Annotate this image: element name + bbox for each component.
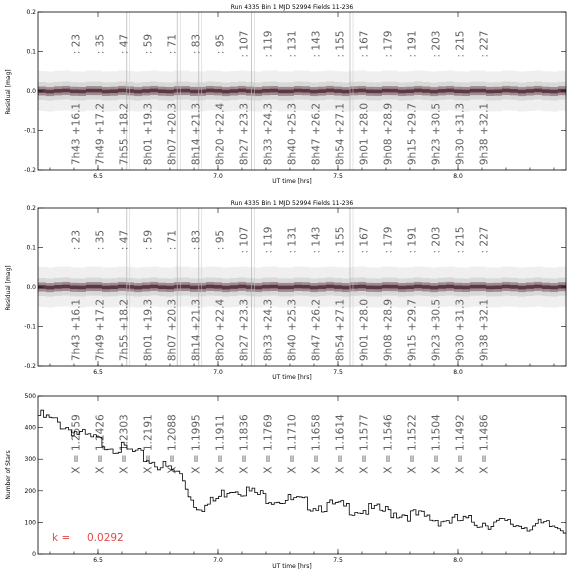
band-core — [166, 286, 174, 290]
field-number: : 131 — [286, 226, 299, 254]
band-core — [422, 89, 430, 93]
field-number: : 203 — [430, 226, 443, 254]
band-core — [94, 285, 102, 289]
band-core — [366, 90, 374, 94]
field-time: 7h55 +18.2 — [118, 298, 131, 362]
band-core — [230, 89, 238, 93]
band-core — [398, 286, 406, 290]
residual-panel-2 — [5, 200, 566, 381]
band-core — [286, 90, 294, 94]
airmass-label: X = 1.1486 — [478, 414, 491, 474]
band-core — [294, 89, 302, 93]
band-core — [150, 285, 158, 289]
band-core — [278, 90, 286, 94]
field-number: : 95 — [214, 229, 227, 251]
band-core — [334, 285, 342, 289]
band-core — [86, 285, 94, 289]
field-time: 7h49 +17.2 — [94, 102, 107, 166]
field-time: 8h33 +24.3 — [262, 102, 275, 166]
band-core — [430, 90, 438, 94]
k-value: 0.0292 — [87, 532, 124, 544]
field-number: : 227 — [478, 30, 491, 58]
band-core — [390, 285, 398, 289]
band-core — [190, 286, 198, 290]
band-core — [542, 89, 550, 93]
band-core — [262, 285, 270, 289]
band-core — [502, 89, 510, 93]
x-tick-label: 8.0 — [453, 369, 463, 376]
band-core — [158, 89, 166, 93]
x-tick-label: 7.0 — [213, 557, 223, 564]
band-core — [62, 89, 70, 93]
airmass-label: X = 1.1710 — [286, 414, 299, 474]
band-core — [390, 89, 398, 93]
band-core — [406, 285, 414, 289]
band-core — [374, 286, 382, 290]
x-tick-label: 7.0 — [213, 173, 223, 180]
band-core — [150, 89, 158, 93]
band-core — [110, 285, 118, 289]
field-time: 9h38 +32.1 — [478, 102, 491, 166]
airmass-label: X = 1.2559 — [70, 414, 83, 474]
band-core — [334, 89, 342, 93]
band-core — [118, 89, 126, 93]
band-core — [174, 89, 182, 93]
band-core — [382, 89, 390, 93]
y-tick-label: 300 — [24, 456, 36, 464]
field-number: : 191 — [406, 226, 419, 254]
field-time: 8h27 +23.3 — [238, 102, 251, 166]
band-core — [238, 285, 246, 289]
field-time: 8h01 +19.3 — [142, 298, 155, 362]
field-time: 9h01 +28.0 — [358, 298, 371, 362]
field-time: 7h43 +16.1 — [70, 102, 83, 166]
y-axis-label: Number of Stars — [5, 450, 12, 500]
field-time: 9h15 +29.7 — [406, 298, 419, 362]
x-axis-label: UT time [hrs] — [272, 563, 312, 570]
airmass-label: X = 1.1492 — [454, 414, 467, 474]
airmass-label: X = 1.1577 — [358, 414, 371, 474]
band-core — [534, 89, 542, 93]
band-core — [494, 89, 502, 93]
band-core — [254, 90, 262, 94]
field-number: : 119 — [262, 226, 275, 254]
x-tick-label: 7.5 — [333, 173, 343, 180]
band-core — [454, 285, 462, 289]
x-axis-label: UT time [hrs] — [272, 374, 312, 381]
band-core — [270, 89, 278, 93]
band-core — [358, 89, 366, 93]
band-core — [406, 89, 414, 93]
band-core — [398, 90, 406, 94]
band-core — [142, 285, 150, 289]
y-tick-label: 200 — [24, 487, 36, 495]
field-time: 8h14 +21.3 — [190, 102, 203, 166]
band-core — [78, 90, 86, 94]
field-time: 8h40 +25.3 — [286, 102, 299, 166]
band-core — [262, 89, 270, 93]
band-core — [462, 90, 470, 94]
band-core — [446, 89, 454, 93]
field-time: 7h49 +17.2 — [94, 298, 107, 362]
field-time: 8h40 +25.3 — [286, 298, 299, 362]
band-core — [190, 90, 198, 94]
residual-panel-1 — [5, 4, 566, 185]
x-tick-label: 8.0 — [453, 173, 463, 180]
field-number: : 131 — [286, 30, 299, 58]
band-core — [222, 90, 230, 94]
band-core — [326, 285, 334, 289]
field-time: 9h08 +28.9 — [382, 298, 395, 362]
x-tick-label: 7.0 — [213, 369, 223, 376]
band-core — [438, 89, 446, 93]
field-time: 8h33 +24.3 — [262, 298, 275, 362]
band-core — [206, 89, 214, 93]
band-core — [550, 286, 558, 290]
x-tick-label: 7.5 — [333, 557, 343, 564]
airmass-label: X = 1.2303 — [118, 414, 131, 474]
band-core — [302, 285, 310, 289]
band-core — [342, 286, 350, 290]
field-time: 9h38 +32.1 — [478, 298, 491, 362]
band-core — [462, 286, 470, 290]
field-time: 8h47 +26.2 — [310, 298, 323, 362]
field-number: : 59 — [142, 229, 155, 251]
band-core — [78, 286, 86, 290]
airmass-label: X = 1.1769 — [262, 414, 275, 474]
y-axis-label: Residual [mag] — [5, 265, 12, 311]
band-core — [558, 89, 566, 93]
band-core — [214, 89, 222, 93]
airmass-label: X = 1.1995 — [190, 414, 203, 474]
field-time: 9h15 +29.7 — [406, 102, 419, 166]
band-core — [358, 285, 366, 289]
field-number: : 155 — [334, 226, 347, 254]
y-tick-label: 0.1 — [26, 244, 36, 252]
band-core — [430, 286, 438, 290]
field-time: 8h20 +22.4 — [214, 102, 227, 166]
airmass-label: X = 1.2191 — [142, 414, 155, 474]
band-core — [102, 90, 110, 94]
panel-2-title: Run 4335 Bin 1 MJD 52994 Fields 11-236 — [230, 200, 354, 207]
field-time: 9h30 +31.3 — [454, 298, 467, 362]
x-tick-label: 6.5 — [93, 173, 103, 180]
band-core — [62, 285, 70, 289]
band-core — [374, 90, 382, 94]
airmass-label: X = 1.1911 — [214, 414, 227, 474]
band-core — [510, 89, 518, 93]
star-count-panel — [5, 393, 566, 570]
field-number: : 107 — [238, 30, 251, 58]
field-number: : 119 — [262, 30, 275, 58]
y-tick-label: 0.1 — [26, 48, 36, 56]
band-core — [126, 89, 134, 93]
band-core — [526, 285, 534, 289]
field-number: : 143 — [310, 30, 323, 58]
band-core — [142, 89, 150, 93]
field-number: : 107 — [238, 226, 251, 254]
band-core — [286, 286, 294, 290]
band-core — [246, 89, 254, 93]
field-number: : 179 — [382, 226, 395, 254]
band-core — [166, 90, 174, 94]
y-tick-label: 500 — [24, 393, 36, 400]
field-time: 7h43 +16.1 — [70, 298, 83, 362]
band-core — [158, 285, 166, 289]
band-core — [54, 89, 62, 93]
field-number: : 23 — [70, 33, 83, 55]
band-core — [310, 90, 318, 94]
band-core — [502, 285, 510, 289]
field-number: : 167 — [358, 30, 371, 58]
field-number: : 83 — [190, 229, 203, 251]
airmass-label: X = 1.1546 — [382, 414, 395, 474]
band-core — [318, 89, 326, 93]
band-core — [214, 285, 222, 289]
y-tick-label: -0.2 — [24, 167, 36, 174]
band-core — [86, 89, 94, 93]
band-core — [526, 89, 534, 93]
k-label: k = — [52, 532, 71, 544]
field-number: : 215 — [454, 30, 467, 58]
band-core — [550, 90, 558, 94]
airmass-label: X = 1.1614 — [334, 414, 347, 474]
field-time: 8h01 +19.3 — [142, 102, 155, 166]
field-number: : 71 — [166, 229, 179, 251]
x-tick-label: 6.5 — [93, 557, 103, 564]
field-number: : 35 — [94, 33, 107, 55]
field-number: : 203 — [430, 30, 443, 58]
band-core — [342, 90, 350, 94]
field-time: 7h55 +18.2 — [118, 102, 131, 166]
field-time: 8h54 +27.1 — [334, 102, 347, 166]
field-time: 9h23 +30.5 — [430, 102, 443, 166]
band-core — [134, 286, 142, 290]
band-core — [46, 90, 54, 94]
band-core — [318, 285, 326, 289]
band-core — [454, 89, 462, 93]
band-core — [558, 285, 566, 289]
y-tick-label: -0.1 — [24, 323, 36, 331]
band-core — [174, 285, 182, 289]
field-number: : 35 — [94, 229, 107, 251]
band-core — [534, 285, 542, 289]
field-number: : 227 — [478, 226, 491, 254]
field-number: : 47 — [118, 229, 131, 251]
field-time: 8h47 +26.2 — [310, 102, 323, 166]
field-number: : 59 — [142, 33, 155, 55]
airmass-label: X = 1.2088 — [166, 414, 179, 474]
airmass-label: X = 1.1658 — [310, 414, 323, 474]
field-time: 8h54 +27.1 — [334, 298, 347, 362]
band-core — [470, 89, 478, 93]
band-core — [246, 285, 254, 289]
field-number: : 71 — [166, 33, 179, 55]
y-tick-label: -0.2 — [24, 363, 36, 370]
band-core — [206, 285, 214, 289]
band-core — [278, 286, 286, 290]
field-number: : 143 — [310, 226, 323, 254]
band-core — [366, 286, 374, 290]
band-core — [478, 285, 486, 289]
x-tick-label: 8.0 — [453, 557, 463, 564]
band-core — [350, 89, 358, 93]
band-core — [350, 285, 358, 289]
band-core — [102, 286, 110, 290]
panel-1-title: Run 4335 Bin 1 MJD 52994 Fields 11-236 — [230, 4, 354, 11]
field-time: 8h07 +20.3 — [166, 298, 179, 362]
band-core — [518, 90, 526, 94]
x-tick-label: 6.5 — [93, 369, 103, 376]
band-core — [70, 285, 78, 289]
field-number: : 23 — [70, 229, 83, 251]
band-core — [94, 89, 102, 93]
y-tick-label: 0.2 — [26, 205, 36, 212]
x-tick-label: 7.5 — [333, 369, 343, 376]
band-core — [54, 285, 62, 289]
field-number: : 167 — [358, 226, 371, 254]
field-number: : 191 — [406, 30, 419, 58]
band-core — [438, 285, 446, 289]
band-core — [326, 89, 334, 93]
band-core — [310, 286, 318, 290]
band-core — [478, 89, 486, 93]
band-core — [182, 285, 190, 289]
band-core — [182, 89, 190, 93]
band-core — [294, 285, 302, 289]
airmass-label: X = 1.1836 — [238, 414, 251, 474]
band-core — [230, 285, 238, 289]
band-core — [70, 89, 78, 93]
field-time: 9h08 +28.9 — [382, 102, 395, 166]
band-core — [198, 90, 206, 94]
band-core — [382, 285, 390, 289]
field-number: : 215 — [454, 226, 467, 254]
band-core — [486, 286, 494, 290]
field-number: : 179 — [382, 30, 395, 58]
field-time: 8h27 +23.3 — [238, 298, 251, 362]
y-axis-label: Residual [mag] — [5, 69, 12, 115]
band-core — [494, 285, 502, 289]
band-core — [254, 286, 262, 290]
band-core — [486, 90, 494, 94]
field-number: : 47 — [118, 33, 131, 55]
y-tick-label: 0.0 — [26, 88, 36, 95]
y-tick-label: 0.0 — [26, 284, 36, 291]
band-core — [238, 89, 246, 93]
y-tick-label: 0.2 — [26, 9, 36, 16]
band-core — [118, 285, 126, 289]
y-tick-label: 100 — [24, 519, 36, 527]
band-core — [414, 285, 422, 289]
field-time: 9h30 +31.3 — [454, 102, 467, 166]
band-core — [414, 89, 422, 93]
field-number: : 155 — [334, 30, 347, 58]
field-number: : 83 — [190, 33, 203, 55]
band-core — [510, 285, 518, 289]
y-tick-label: 400 — [24, 424, 36, 432]
band-core — [222, 286, 230, 290]
band-core — [134, 90, 142, 94]
field-time: 9h01 +28.0 — [358, 102, 371, 166]
field-time: 8h07 +20.3 — [166, 102, 179, 166]
band-core — [422, 285, 430, 289]
band-core — [270, 285, 278, 289]
band-core — [542, 285, 550, 289]
band-core — [110, 89, 118, 93]
airmass-label: X = 1.1504 — [430, 414, 443, 474]
field-number: : 95 — [214, 33, 227, 55]
airmass-annotations — [70, 414, 490, 474]
airmass-label: X = 1.1522 — [406, 414, 419, 474]
y-tick-label: -0.1 — [24, 127, 36, 135]
y-tick-label: 0 — [32, 551, 36, 558]
field-time: 8h20 +22.4 — [214, 298, 227, 362]
field-time: 9h23 +30.5 — [430, 298, 443, 362]
band-core — [198, 286, 206, 290]
x-axis-label: UT time [hrs] — [272, 178, 312, 185]
band-core — [126, 285, 134, 289]
band-core — [470, 285, 478, 289]
airmass-label: X = 1.2426 — [94, 414, 107, 474]
field-time: 8h14 +21.3 — [190, 298, 203, 362]
band-core — [446, 285, 454, 289]
band-core — [302, 89, 310, 93]
band-core — [46, 286, 54, 290]
band-core — [518, 286, 526, 290]
